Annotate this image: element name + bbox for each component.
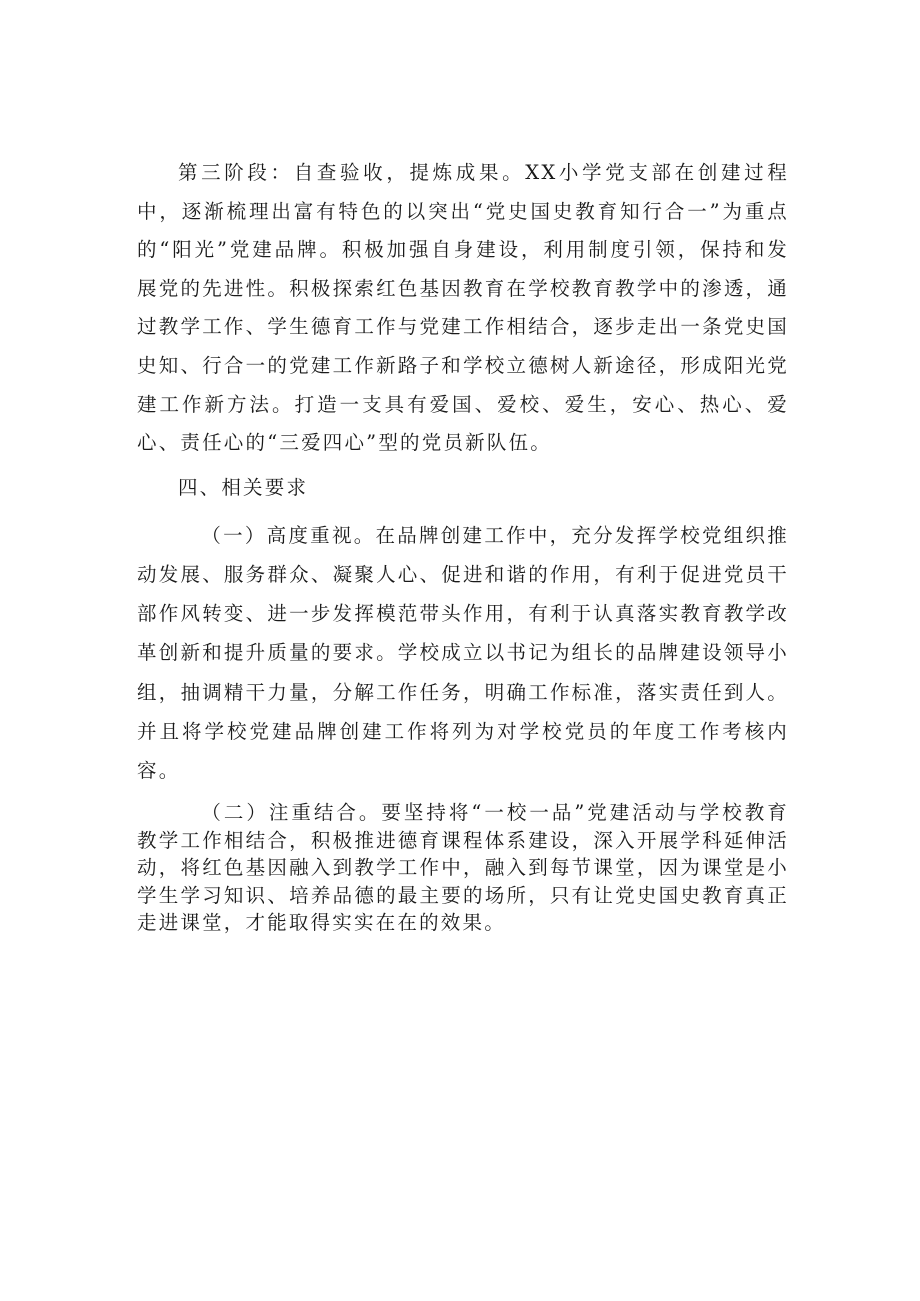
paragraph-high-attention: （一）高度重视。在品牌创建工作中，充分发挥学校党组织推动发展、服务群众、凝聚人心、促进和谐的作用，有利于促进党员干部作风转变、进一步发挥模范带头作用，有利于认真落实教育教学改革创新和提升质量的要求。学校成立以书记为组长的品牌建设领导小组，抽调精干力量，分解工作任务，明确工作标准，落实责任到人。并且将学校党建品牌创建工作将列为对学校党员的年度工作考核内容。	[137, 523, 789, 782]
paragraph-stage-three: 第三阶段：自查验收，提炼成果。XX小学党支部在创建过程中，逐渐梳理出富有特色的以突出“党史国史教育知行合一”为重点的“阳光”党建品牌。积极加强自身建设，利用制度引领，保持和发展党的先进性。积极探索红色基因教育在学校教育教学中的渗透，通过教学工作、学生德育工作与党建工作相结合，逐步走出一条党史国史知、行合一的党建工作新路子和学校立德树人新途径，形成阳光党建工作新方法。打造一支具有爱国、爱校、爱生，安心、热心、爱心、责任心的“三爱四心”型的党员新队伍。	[137, 161, 789, 455]
section-heading-requirements: 四、相关要求	[177, 475, 309, 499]
document-body	[137, 154, 789, 937]
paragraph-focus-integration: （二）注重结合。要坚持将“一校一品”党建活动与学校教育教学工作相结合，积极推进德育课程体系建设，深入开展学科延伸活动，将红色基因融入到教学工作中，融入到每节课堂，因为课堂是小学生学习知识、培养品德的最主要的场所，只有让党史国史教育真正走进课堂，才能取得实实在在的效果。	[137, 801, 789, 935]
